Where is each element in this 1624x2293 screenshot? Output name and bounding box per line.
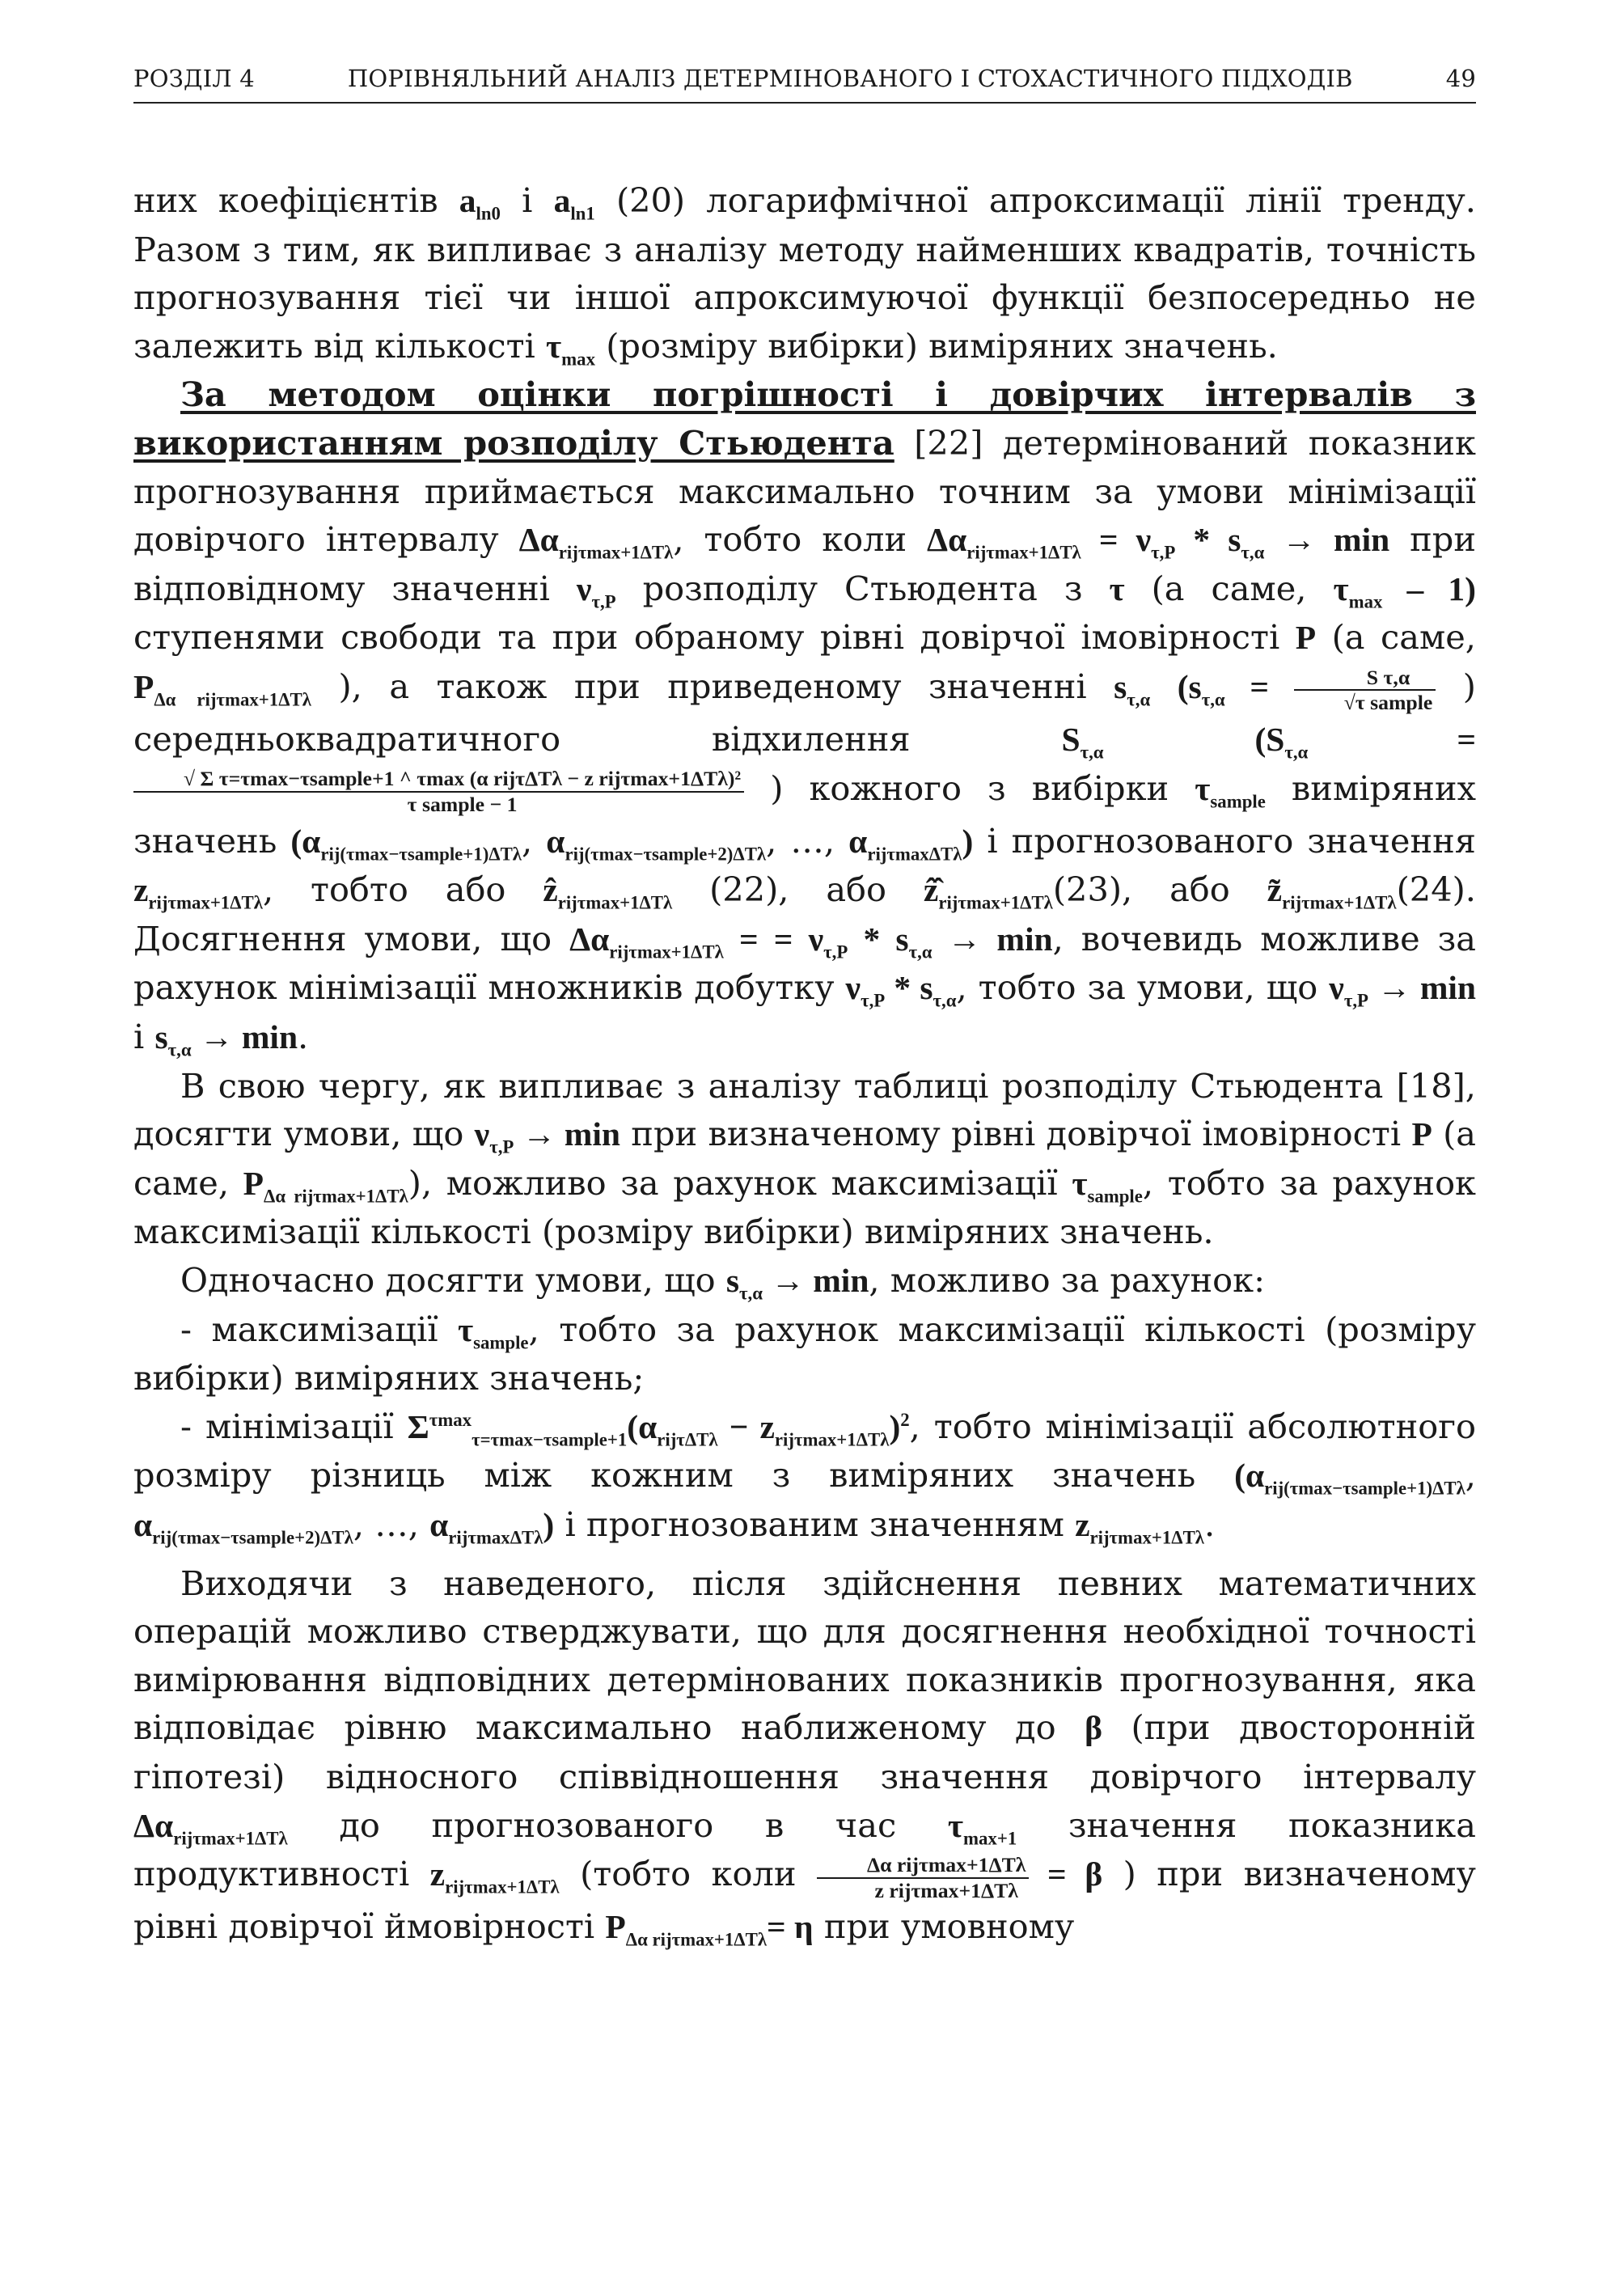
text: при умовному bbox=[823, 1906, 1075, 1947]
text: ) середньоквадратичного відхилення bbox=[133, 666, 1476, 759]
text: , тобто або bbox=[262, 869, 506, 910]
formula: $\tau_{sample}$ bbox=[1072, 1164, 1143, 1207]
formula: $z_{rij\tau max+1\Delta T\lambda}$ bbox=[429, 1855, 560, 1897]
formula: $z_{rij\tau max+1\Delta T\lambda}$ bbox=[133, 871, 263, 913]
text: значення показника продуктивності bbox=[133, 1804, 1476, 1894]
text: (24). Досягнення умови, що bbox=[133, 869, 1476, 958]
formula: $\tau_{sample}$ bbox=[457, 1310, 529, 1352]
text: і прогнозованим значенням bbox=[565, 1504, 1064, 1544]
body-text bbox=[133, 176, 1476, 1952]
text: (а саме, bbox=[1151, 568, 1307, 608]
text: , тобто за рахунок максимізації кількості (розміру вибірки) виміряних значень. bbox=[133, 1162, 1476, 1252]
paragraph-6 bbox=[133, 1402, 1476, 1550]
text: при визначеному рівні довірчої імовірності bbox=[631, 1114, 1402, 1154]
text: . bbox=[1204, 1504, 1216, 1544]
formula: τ bbox=[1109, 569, 1125, 607]
formula: $\Delta\alpha_{rij\tau max+1\Delta T\lambda}$ = = $\nu_{\tau,P} * s_{\tau,\alpha} \to \min$ bbox=[569, 920, 1053, 962]
text: , bbox=[1465, 1455, 1476, 1496]
text: , вочевидь можливе за рахунок мінімізації множників добутку bbox=[133, 918, 1477, 1008]
text: . bbox=[298, 1017, 309, 1057]
text: , тобто за рахунок максимізації кількості (розміру вибірки) виміряних значень; bbox=[133, 1309, 1476, 1398]
formula: $S_{\tau,\alpha}$ bbox=[1061, 721, 1104, 763]
text: них коефіцієнтів bbox=[133, 180, 438, 220]
formula: $\Delta\alpha_{rij\tau max+1\Delta T\lambda} = \nu_{\tau,P} * s_{\tau,\alpha} \to \min$ bbox=[927, 521, 1390, 563]
formula: $z_{rij\tau max+1\Delta T\lambda}$ bbox=[1075, 1505, 1205, 1548]
text: , bbox=[522, 820, 533, 861]
text: - максимізації bbox=[180, 1309, 438, 1349]
text: , можливо за рахунок: bbox=[869, 1260, 1266, 1300]
formula: $P_{\Delta\alpha rij\tau max+1\Delta T\lambda}= \eta$ bbox=[605, 1908, 814, 1950]
formula: $\alpha_{rij(\tau max-\tau sample+2)\Delta T\lambda}$ bbox=[546, 822, 767, 864]
paragraph-7 bbox=[133, 1559, 1476, 1952]
underlined-heading: За методом оцінки погрішності і довірчих інтервалів з використанням розподілу Стьюдента bbox=[133, 374, 1476, 463]
fraction: $\frac{\text{√ Σ τ=τmax−τsample+1 \textasciicircum{} τmax (α rijτΔTλ − z rijτmax+1ΔTλ)²}}{\text{τ sample − 1}}$ bbox=[133, 767, 744, 816]
text: Одночасно досягти умови, що bbox=[180, 1260, 716, 1300]
text: , …, bbox=[353, 1504, 419, 1544]
formula: $\tau_{max+1}$ bbox=[947, 1806, 1017, 1848]
formula: $\alpha_{rij(\tau max-\tau sample+2)\Delta T\lambda}$ bbox=[133, 1505, 353, 1548]
formula: $\tau_{max} - 1$) bbox=[1333, 569, 1477, 612]
text: (а саме, bbox=[1331, 617, 1476, 658]
text: при відповідному значенні bbox=[133, 519, 1476, 608]
formula: $\alpha_{rij\tau max\Delta T\lambda}$) bbox=[429, 1505, 555, 1548]
formula: $P_{\Delta\alpha rij\tau max+1\Delta T\lambda}$ bbox=[243, 1164, 408, 1207]
formula: ($S_{\tau,\alpha}$ = $\frac{\text{√ Σ τ=τmax−τsample+1 \textasciicircum{} τmax (α rijτΔTλ − z rijτmax+1ΔTλ)²}}{\text{τ sample − 1}}$ bbox=[133, 721, 1476, 807]
formula: P bbox=[1295, 619, 1317, 657]
text: , тобто мінімізації абсолютного розміру різниць між кожним з виміряних значень bbox=[133, 1406, 1476, 1496]
paragraph-4 bbox=[133, 1256, 1476, 1305]
formula: $\frac{\text{Δα rijτmax+1ΔTλ}}{\text{z rijτmax+1ΔTλ}}$ = β bbox=[817, 1855, 1102, 1893]
paragraph-2 bbox=[133, 370, 1476, 1061]
fraction: $\frac{\text{Δα rijτmax+1ΔTλ}}{\text{z rijτmax+1ΔTλ}}$ bbox=[817, 1853, 1029, 1902]
formula: $\alpha_{rij\tau max\Delta T\lambda}$) bbox=[848, 822, 974, 864]
paragraph-5 bbox=[133, 1305, 1476, 1402]
text: ), а також при приведеному значенні bbox=[338, 666, 1087, 706]
formula: $\Delta\alpha_{rij\tau max+1\Delta T\lambda}$ bbox=[518, 521, 674, 563]
formula: P bbox=[1411, 1115, 1432, 1153]
page-number: 49 bbox=[1445, 65, 1476, 92]
text: В свою чергу, як випливає з аналізу таблиці розподілу Стьюдента [18], досягти умови, що bbox=[133, 1065, 1476, 1154]
text: (а саме, bbox=[133, 1114, 1477, 1203]
text: , тобто коли bbox=[673, 519, 907, 560]
formula: $z̃_{rij\tau max+1\Delta T\lambda}$ bbox=[1267, 871, 1397, 913]
text: (20) логарифмічної апроксимації лінії тренду. Разом з тим, як випливає з аналізу методу найменших квадратів, точність прогнозування тієї чи іншої апроксимуючої функції безпосередньо не залежить від кількості bbox=[133, 180, 1477, 366]
text: , тобто за умови, що bbox=[956, 967, 1318, 1008]
text: (23), або bbox=[1052, 869, 1230, 910]
formula: $\nu_{\tau,P}$ bbox=[576, 569, 616, 612]
formula: ($\alpha_{rij(\tau max-\tau sample+1)\Delta T\lambda}$ bbox=[1234, 1457, 1465, 1499]
chapter-label: РОЗДІЛ 4 bbox=[133, 65, 255, 92]
text: розподілу Стьюдента з bbox=[642, 568, 1083, 608]
formula: ($s_{\tau,\alpha}$ = $\frac{\text{S τ,α}}{\text{√τ sample}}$ bbox=[1178, 668, 1436, 705]
text: [22] детермінований показник прогнозування приймається максимально точним за умови мінімізації довірчого інтервалу bbox=[133, 422, 1476, 560]
text: виміряних значень bbox=[133, 768, 1476, 861]
text: і bbox=[522, 180, 533, 220]
text: (22), або bbox=[709, 869, 887, 910]
text: ) кожного з вибірки bbox=[770, 768, 1169, 808]
formula: $P_{\Delta\alpha rij\tau max+1\Delta T\lambda}$ bbox=[133, 667, 311, 710]
formula: $a_{ln1}$ bbox=[553, 182, 595, 224]
text: до прогнозованого в час bbox=[339, 1804, 897, 1845]
formula: $s_{\tau,\alpha} \to \min$ bbox=[725, 1262, 869, 1304]
formula: $\Sigma^{\tau max}_{\tau=\tau max-\tau sample+1}(\alpha_{rij\tau\Delta T\lambda} - z_{rij\tau max+1\Delta T\lambda})^2$ bbox=[407, 1407, 910, 1450]
running-header bbox=[133, 65, 1476, 92]
text: - мінімізації bbox=[180, 1406, 394, 1446]
formula: $s_{\tau,\alpha} \to \min$ bbox=[154, 1018, 298, 1060]
formula: $\nu_{\tau,P} * s_{\tau,\alpha}$ bbox=[845, 969, 957, 1011]
text: ), можливо за рахунок максимізації bbox=[408, 1162, 1058, 1203]
chapter-title: ПОРІВНЯЛЬНИЙ АНАЛІЗ ДЕТЕРМІНОВАНОГО І СТОХАСТИЧНОГО ПІДХОДІВ bbox=[347, 65, 1353, 92]
text: Виходячи з наведеного, після здійснення певних математичних операцій можливо стверджувати, що для досягнення необхідної точності вимірювання відповідних детермінованих показників прогнозування, яка відповідає рівню максимально наближеному до bbox=[133, 1563, 1476, 1748]
text: (розміру вибірки) виміряних значень. bbox=[606, 325, 1278, 366]
paragraph-1 bbox=[133, 176, 1476, 370]
formula: $a_{ln0}$ bbox=[459, 182, 501, 224]
formula: $ẑ̂_{rij\tau max+1\Delta T\lambda}$ bbox=[923, 871, 1053, 913]
text: ступенями свободи та при обраному рівні довірчої імовірності bbox=[133, 617, 1280, 658]
formula: $s_{\tau,\alpha}$ bbox=[1114, 667, 1151, 710]
paragraph-3 bbox=[133, 1062, 1476, 1256]
formula: ẑ$_{rij\tau max+1\Delta T\lambda}$ bbox=[543, 871, 673, 913]
text: , …, bbox=[766, 820, 835, 861]
text: і bbox=[133, 1017, 145, 1057]
fraction: $\frac{\text{S τ,α}}{\text{√τ sample}}$ bbox=[1294, 666, 1436, 715]
formula: β bbox=[1085, 1709, 1102, 1747]
formula: $\tau_{sample}$ bbox=[1195, 769, 1266, 811]
text: (при двосторонній гіпотезі) відносного співвідношення значення довірчого інтервалу bbox=[133, 1707, 1476, 1796]
formula: $\nu_{\tau,P} \to \min$ bbox=[474, 1115, 620, 1157]
text: ) при визначеному рівні довірчої ймовірності bbox=[133, 1854, 1476, 1947]
text: (тобто коли bbox=[580, 1854, 797, 1894]
formula: $\nu_{\tau,P} \to \min$ bbox=[1329, 969, 1477, 1011]
header-rule bbox=[133, 102, 1476, 104]
formula: $\tau_{max}$ bbox=[546, 327, 595, 370]
formula: ($\alpha_{rij(\tau max-\tau sample+1)\Delta T\lambda}$ bbox=[290, 822, 522, 864]
text: і прогнозованого значення bbox=[987, 820, 1476, 861]
formula: $\Delta\alpha_{rij\tau max+1\Delta T\lambda}$ bbox=[133, 1806, 288, 1848]
